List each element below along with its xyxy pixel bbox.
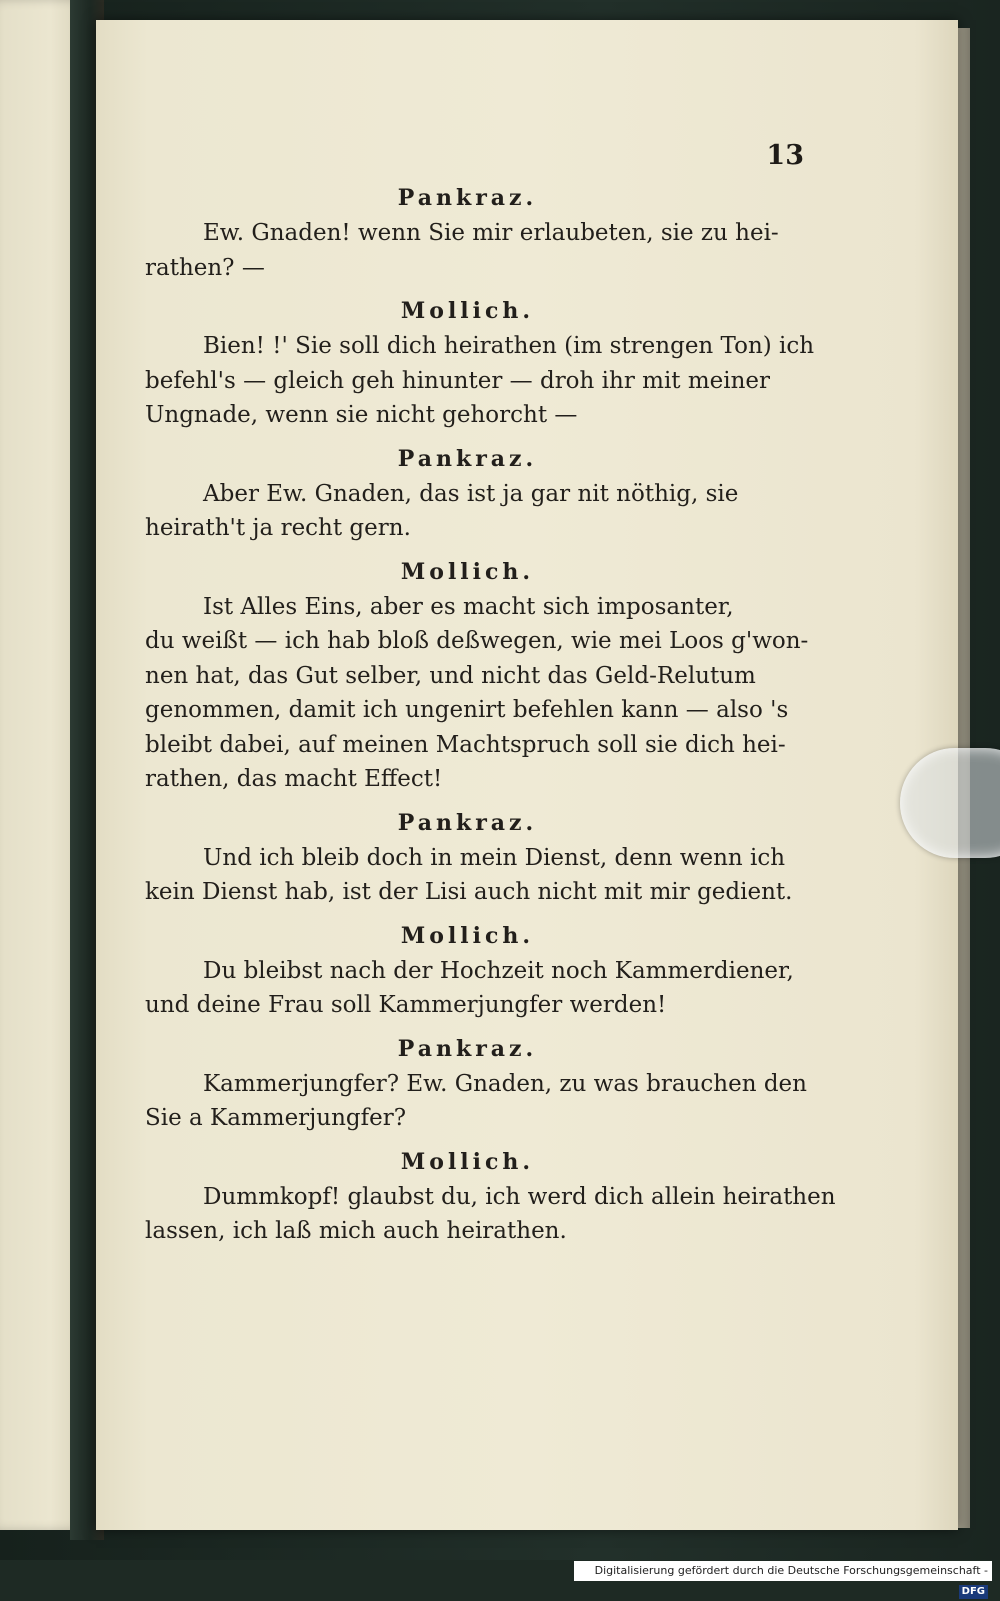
speech-line: Bien! !' Sie soll dich heirathen (im strengen Ton) ich [203,333,815,359]
speech-line: Ist Alles Eins, aber es macht sich imposanter, [203,593,734,620]
speech-line: Sie a Kammerjungfer? [145,1105,407,1131]
speaker-heading: Mollich. [400,558,535,585]
speech-block [145,841,793,910]
speech-line: rathen, das macht Effect! [145,766,443,792]
speech-block [145,590,809,797]
speech-line: Aber Ew. Gnaden, das ist ja gar nit nöthig, sie [203,480,739,507]
speech-block [145,329,815,433]
speech-block [145,954,794,1023]
speaker-heading: Pankraz. [397,809,538,836]
speaker-heading: Mollich. [400,298,535,324]
digitization-credit [574,1561,992,1597]
speech-line: rathen? — [145,254,265,281]
speech-line: Ew. Gnaden! wenn Sie mir erlaubeten, sie zu hei- [203,220,779,246]
speaker-heading: Mollich. [400,1148,535,1175]
page-number: 13 [766,140,804,171]
speech-line: nen hat, das Gut selber, und nicht das Geld-Relutum [145,662,756,689]
speech-block [145,477,790,546]
speaker-heading: Pankraz. [397,1035,538,1062]
speech-block [145,1067,807,1136]
speech-line: Ungnade, wenn sie nicht gehorcht — [145,402,578,428]
speech-line: Du bleibst nach der Hochzeit noch Kammerdiener, [203,957,794,984]
speech-block [145,216,790,285]
speech-line: lassen, ich laß mich auch heirathen. [145,1218,567,1244]
speech-line: bleibt dabei, auf meinen Machtspruch soll sie dich hei- [145,731,786,758]
speech-line: befehl's — gleich geh hinunter — droh ihr mit meiner [145,367,771,394]
glass-weight [900,748,1000,858]
speaker-heading: Mollich. [400,922,535,949]
speaker-heading: Pankraz. [397,185,538,211]
dfg-logo: DFG [959,1585,988,1599]
speech-block [145,1180,836,1249]
speech-line: genommen, damit ich ungenirt befehlen kann — also 's [145,697,789,723]
page-text [145,180,836,1257]
speaker-heading: Pankraz. [397,445,538,472]
speech-line: Und ich bleib doch in mein Dienst, denn wenn ich [203,844,786,871]
speech-line: heirath't ja recht gern. [145,515,411,541]
credit-text: Digitalisierung gefördert durch die Deutsche Forschungsgemeinschaft - [594,1564,988,1577]
speech-line: und deine Frau soll Kammerjungfer werden! [145,992,667,1018]
speech-line: du weißt — ich hab bloß deßwegen, wie mei Loos g'won- [145,628,809,654]
speech-line: Kammerjungfer? Ew. Gnaden, zu was brauchen den [203,1070,807,1097]
speech-line: kein Dienst hab, ist der Lisi auch nicht mit mir gedient. [145,879,793,905]
speech-line: Dummkopf! glaubst du, ich werd dich allein heirathen [203,1183,836,1210]
